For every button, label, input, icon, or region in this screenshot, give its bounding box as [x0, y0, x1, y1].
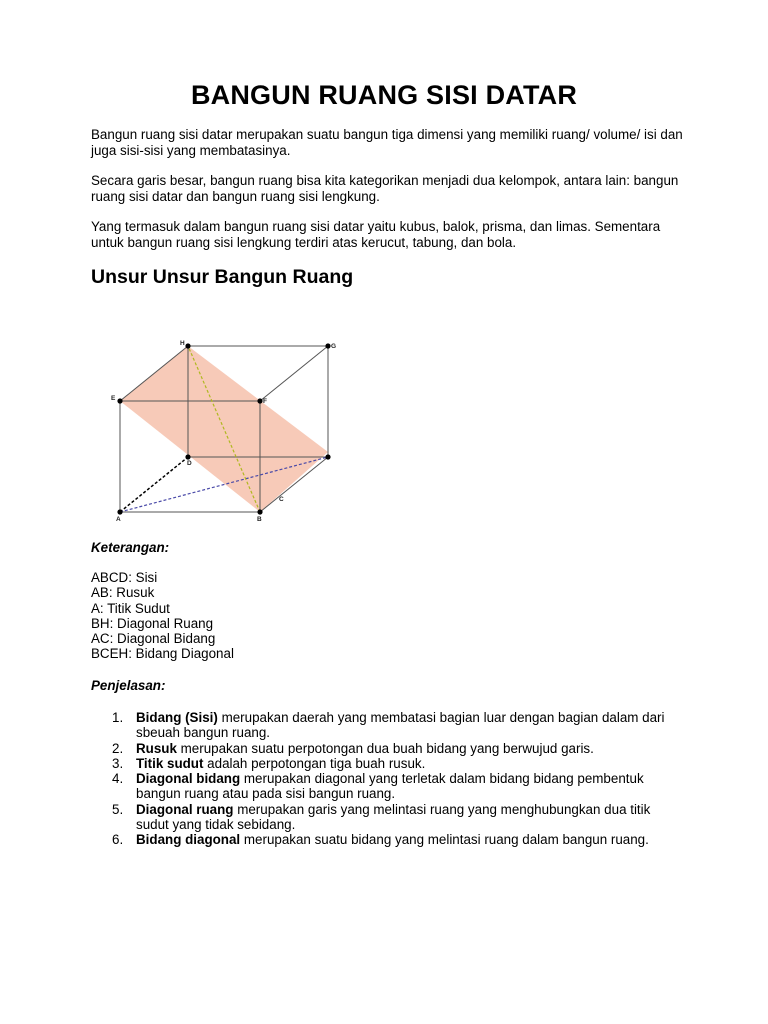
vertex-c-dot [325, 454, 330, 459]
item-text: merupakan diagonal yang terletak dalam bidang bidang pembentuk bangun ruang atau pada sisi bangun ruang. [136, 771, 644, 802]
item-term: Diagonal bidang [136, 771, 241, 787]
paragraph-definition: Bangun ruang sisi datar merupakan suatu bangun tiga dimensi yang memiliki ruang/ volume/ isi dan juga sisi-sisi yang membatasinya. [91, 127, 683, 158]
item-text: merupakan suatu perpotongan dua buah bidang yang berwujud garis. [176, 740, 594, 756]
penjelasan-item [91, 710, 671, 741]
keterangan-item: BH: Diagonal Ruang [91, 615, 214, 631]
item-number: 3. [112, 755, 124, 771]
vertex-a-label: A [116, 516, 121, 523]
penjelasan-label: Penjelasan: [91, 678, 166, 693]
keterangan-item: AC: Diagonal Bidang [91, 631, 216, 647]
vertex-h-label: H [180, 340, 185, 347]
vertex-b-label: B [257, 516, 262, 523]
paragraph-examples: Yang termasuk dalam bangun ruang sisi datar yaitu kubus, balok, prisma, dan limas. Sementara untuk bangun ruang sisi lengkung terdiri atas kerucut, tabung, dan bola. [91, 219, 661, 250]
keterangan-label: Keterangan: [91, 540, 170, 555]
vertex-e-dot [117, 398, 122, 403]
item-number: 1. [112, 710, 124, 725]
edge-fg [260, 346, 328, 401]
vertex-g-label: G [331, 343, 337, 350]
vertex-c-label: C [279, 496, 284, 503]
item-number: 4. [112, 771, 124, 787]
cuboid-figure [108, 335, 348, 525]
edge-ad-hidden [120, 457, 188, 512]
item-term: Titik sudut [136, 755, 204, 771]
page-title: BANGUN RUANG SISI DATAR [190, 80, 578, 110]
cuboid-diagram [108, 335, 348, 525]
penjelasan-item [91, 802, 671, 833]
penjelasan-item [91, 741, 671, 756]
item-term: Bidang (Sisi) [136, 710, 218, 725]
item-term: Diagonal ruang [136, 801, 234, 817]
vertex-a-dot [117, 509, 122, 514]
vertex-f-label: F [263, 398, 267, 405]
penjelasan-item [91, 832, 671, 847]
vertex-f-dot [257, 398, 262, 403]
vertex-d-label: D [187, 460, 192, 467]
keterangan-item: ABCD: Sisi [91, 570, 158, 585]
item-text: merupakan suatu bidang yang melintasi ruang dalam bangun ruang. [240, 832, 649, 848]
keterangan-item: AB: Rusuk [91, 585, 155, 601]
keterangan-list [91, 570, 234, 662]
vertex-g-dot [325, 343, 330, 348]
keterangan-item: A: Titik Sudut [91, 600, 170, 616]
item-text: merupakan daerah yang membatasi bagian luar dengan bagian dalam dari sbeuah bangun ruang. [136, 710, 665, 741]
penjelasan-item [91, 771, 671, 802]
vertex-b-dot [257, 509, 262, 514]
keterangan-item: BCEH: Bidang Diagonal [91, 646, 234, 662]
item-number: 2. [112, 740, 124, 756]
penjelasan-item [91, 756, 671, 771]
item-text: adalah perpotongan tiga buah rusuk. [203, 755, 426, 771]
item-term: Bidang diagonal [136, 832, 241, 848]
paragraph-categories: Secara garis besar, bangun ruang bisa kita kategorikan menjadi dua kelompok, antara lain: bangun ruang sisi datar dan bangun ruang sisi lengkung. [91, 173, 679, 204]
vertex-e-label: E [111, 395, 116, 402]
item-term: Rusuk [136, 740, 177, 756]
item-text: merupakan garis yang melintasi ruang yang menghubungkan dua titik sudut yang tidak sebidang. [136, 801, 651, 833]
vertex-h-dot [185, 343, 190, 348]
item-number: 5. [112, 801, 124, 817]
penjelasan-list [91, 710, 691, 848]
section-heading: Unsur Unsur Bangun Ruang [91, 266, 354, 288]
vertex-d-dot [185, 454, 190, 459]
item-number: 6. [112, 832, 124, 848]
